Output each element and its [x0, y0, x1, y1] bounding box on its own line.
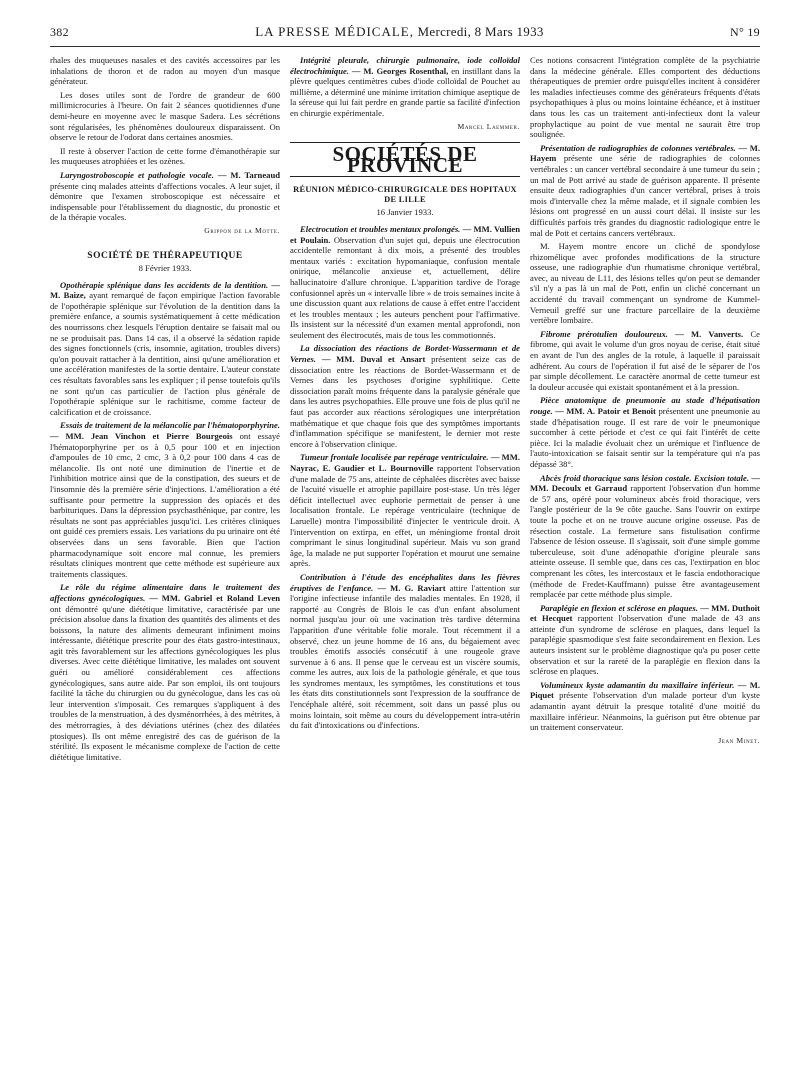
article-title: Volumineux kyste adamantin du maxillaire inférieur.	[540, 679, 735, 690]
article	[290, 452, 520, 569]
article-body: rapportent l'observation d'un homme de 57 ans, opéré pour volumineux abcès froid thoracique, vers l'angle postérieur de la 9e côte gauche. Sans l'ouvrir on extirpe toute la poche et on ne trouve aucune origine osseuse. Pas de résection costale. La fermeture sans fistulisation confirme l'absence de lésion osseuse. Il s'agissait, soit d'une simple gomme tuberculeuse, soit d'une adénopathie d'origine pleurale sans atteinte osseuse. Il semble que, dans ces cas, l'extirpation en bloc comprenant les côtes, les intercostaux et le fascia endothoracique (méthode de Fredet-Kauffmann) puisse être avantageusement remplacée par cette méthode plus simple.	[530, 483, 761, 600]
article	[290, 224, 520, 341]
article	[50, 582, 280, 762]
article-title: Paraplégie en flexion et sclérose en plaques.	[540, 602, 698, 613]
article	[290, 572, 520, 731]
issue-date: Mercredi, 8 Mars 1933	[417, 24, 544, 39]
article	[530, 603, 760, 677]
meeting-heading-line: RÉUNION MÉDICO-CHIRURGICALE DES HOPITAUX	[293, 185, 517, 195]
article-body: rapportent l'observation d'une malade de 75 ans, atteinte de céphalées discrètes avec baisse de l'acuité visuelle et atrophie papillaire post-stase. Un très léger déficit intellectuel avec euphorie permettait de penser à une localisation frontale. Le repérage ventriculaire (technique de Laruelle) montra l'impossibilité d'injecter le ventricule droit. A l'intervention on extirpa, en effet, un méningiome frontal droit comprimant le sinus longitudinal supérieur. Mais vu son grand âge, la malade ne put supporter l'opération et mourut une semaine après.	[290, 463, 520, 569]
article-authors: — M. Vanverts.	[675, 328, 744, 339]
article	[530, 329, 760, 393]
signature: Jean Minet.	[718, 735, 760, 745]
article-title: Tumeur frontale localisée par repérage ventriculaire.	[300, 452, 489, 463]
meeting-heading	[290, 185, 520, 205]
article-authors: — MM. Duthoit et Hecquet	[530, 602, 760, 624]
article-body: Ce fibrome, qui avait le volume d'un gros noyau de cerise, était situé en avant de l'un des angles de la rotule, à laquelle il paraissait adhérent. Au cours de l'opération il fut aisé de le séparer de l'os par simple décollement. Le caractère anormal de cette tumeur est la douleur accusée qui existait spontanément et à la pression.	[530, 328, 760, 392]
article-body: ayant remarqué de façon empirique l'action favorable de l'opothérapie splénique sur l'évolution de la dentition dans la première enfance, a soumis systématiquement à cette médication des nourrissons chez lesquels l'éruption dentaire se faisait mal ou ne se produisait pas. Dans 14 cas, il a observé la sédation rapide des signes fonctionnels (cris, insomnie, agitation, troubles divers) qu'on pouvait rattacher à la dentition, ainsi qu'une amélioration et une accélération manifestes de la sortie dentaire. L'auteur constate ces résultats favorables sans les expliquer ; il pense toutefois qu'ils ne sont qu'un cas particulier de l'action plus générale de l'opothérapie splénique sur le rachitisme, comme facteur de calcification et de croissance.	[50, 290, 280, 417]
article-title: Contribution à l'étude des encéphalites dans les fièvres éruptives de l'enfance.	[290, 571, 520, 593]
article-body: en instillant dans la plèvre quelques centimètres cubes d'iode colloïdal de Pouchet au millième, a déterminé une minime irritation chimique aseptique de la séreuse qui lui fait perdre en grande partie sa facilité d'infection en chirurgie expérimentale.	[290, 65, 521, 118]
section-heading: SOCIÉTÉ DE THÉRAPEUTIQUE	[87, 250, 243, 261]
article-authors: — M. Baize,	[50, 279, 280, 301]
article-title: La dissociation des réactions de Bordet-Wassermann et de Vernes.	[290, 343, 520, 365]
issue-number: N° 19	[730, 25, 760, 39]
article-body: ont démontré qu'une diététique limitative, caractérisée par une précision absolue dans la fixation des quantités des aliments et des boissons, la nature des aliments demeurant infiniment moins intéressante, diététique prescrite pour des états gastro-intestinaux, agit très favorablement sur les affections gynécologiques les plus diverses. Avec cette diététique limitative, les malades ont souvent guéri ou amélioré considérablement ces affections gynécologiques, sans autre aide. Par son emploi, ils ont toujours facilité la tâche du chirurgien ou du gynécologue, dans les cas où leur intervention s'imposait. Ces remarques s'appliquent à des troubles de la menstruation, à des dysménorrhées, à des métrites, à des métrorragies, à des déviations utérines (chez des dilatées ptosiques). Ils ont même enregistré des cas de guérison de la stérilité. Ils exposent le mécanisme complexe de l'action de cette diététique limitative.	[50, 603, 280, 762]
article-title: Intégrité pleurale, chirurgie pulmonaire, iode colloïdal électrochimique.	[290, 55, 520, 76]
article	[290, 55, 520, 119]
article-title: Essais de traitement de la mélancolie par l'hématoporphyrine.	[60, 420, 280, 431]
article-title: Electrocution et troubles mentaux prolongés.	[300, 223, 461, 234]
article-title: Le rôle du régime alimentaire dans le traitement des affections gynécologiques.	[50, 582, 280, 603]
article-body: présentent une pneumonie au stade d'hépatisation rouge. Il est rare de voir le pneumonique succomber à cette période et c'est ce qui fait l'intérêt de cette pièce. Ici la maladie évoluait chez un urémique et l'influence de l'auto-intoxication se faisait sentir sur la température qui n'a pas dépassé 38°.	[530, 406, 760, 469]
journal-title: LA PRESSE MÉDICALE,	[255, 24, 414, 39]
article-body: présente l'observation d'un malade porteur d'un kyste adamantin ayant détruit la presque totalité d'une moitié du maxillaire inférieur. Néanmoins, la guérison put être obtenue par un traitement conservateur.	[530, 690, 760, 733]
paragraph: Les doses utiles sont de l'ordre de grandeur de 600 millimicrocuries à l'heure. On fait 2 séances quotidiennes d'une demi-heure en moyenne avec le masque Sadera. Les sécrétions sont régularisées, les phénomènes douloureux disparaissent. On observe le retour de l'odorat dans certaines anosmies.	[50, 89, 280, 143]
article-authors: — M. Tarneaud	[217, 169, 280, 180]
article-authors: — M. G. Raviart	[377, 582, 446, 593]
article-authors: — MM. Vullien et Poulain.	[290, 223, 521, 245]
article-body: attire l'attention sur l'origine infectieuse infantile des maladies mentales. En 1928, il rapporté au Congrès de Blois le cas d'un enfant absolument normal jusqu'au jour où une vacination très tardive détermina l'apparition d'une véritable folie morale. Tout récemment il a observé, chez un jeune homme de 16 ans, du bégaiement avec troubles émotifs associés consécutif à une rougeole grave survenue à 6 ans. Il pense que le cerveau est un viscère soumis, comme les autres, aux lois de la pathologie générale, et que tous les syndromes mentaux, les symptômes, les constitutions et tous les états dits constitutionnels sont l'expression de la souffrance de l'encéphale altéré, soit récemment, soit dans un passé plus ou moins lointain, soit même au cours du développement intra-utérin du fait d'intoxications ou d'infections.	[290, 582, 520, 731]
article-authors: — M. Piquet	[530, 679, 760, 701]
paragraph: rhales des muqueuses nasales et des cavités accessoires par les inhalations de thoron et de radon au moyen d'un masque générateur.	[50, 55, 280, 87]
article-authors: — MM. Jean Vinchon et Pierre Bourgeois	[50, 431, 233, 441]
column-1	[50, 55, 280, 765]
paragraph: Il reste à observer l'action de cette forme d'émanothérapie sur les muqueuses atrophiées et les ozènes.	[50, 145, 280, 167]
article-body: Observation d'un sujet qui, depuis une électrocution accidentelle remontant à dix mois, a présenté des troubles mentaux variés : excitation hypomaniaque, confusion mentale onirique, mélancolie anxieuse et, actuellement, délire hallucinatoire d'allure chronique. L'apparition tardive de l'orage confusionnel après un « intervalle libre » de trois semaines incite à une discussion quant aux relations de cause à effet entre l'accident et les troubles mentaux ; les auteurs penchent pour l'affirmative. Ils insistent sur la nécessité d'un examen mental approfondi, non seulement des électrocutés, mais de tous les commotionnés.	[290, 234, 520, 340]
article-title: Opothérapie splénique dans les accidents de la dentition.	[60, 279, 269, 290]
article-authors: — MM. Decoulx et Garraud	[530, 472, 760, 494]
article-authors: — MM. A. Patoir et Benoit	[555, 406, 656, 416]
article-body: ont essayé l'hématoporphyrine per os à 0,5 pour 100 et en injection d'ampoules de 10 cmc, 2 cmc, 3 à 0,2 pour 100 dans 4 cas de mélancolie. Ils ont noté une diminution de l'inertie et de l'inhibition motrice ainsi que de la constipation, des sueurs et de l'insomnie dès la première série d'injections. L'amélioration a été suffisante pour permettre la suppression des opiacés et des barbituriques. Dans la dépression psychasthénique, par contre, les résultats ne sont pas appréciables jusqu'ici. Les critères cliniques ont guidé ces premiers essais. Les variations du pu urinaire ont été observées dans un sens favorable. Bien que l'action pharmacodynamique soit encore mal connue, les premiers résultats cliniques montrent que cette méthode est supérieure aux traitements classiques.	[50, 431, 280, 579]
article	[530, 143, 760, 238]
meeting-date: 16 Janvier 1933.	[376, 207, 434, 218]
article-authors: — MM. Gabriel et Roland Leven	[149, 592, 280, 603]
article-title: Fibrome prérotulien douloureux.	[540, 328, 668, 339]
article-body: présentent seize cas de dissociation entre les réactions de Bordet-Wassermann et de Vernes dans les psychoses d'origine syphilitique. Cette dissociation paraît moins fréquente dans la paralysie générale que dans les autres psychopathies. Elle prouve une fois de plus qu'il ne faut pas accorder aux réactions sérologiques une interprétation mathématique et que chaque fois que des symptômes importants d'inflammation spécifique se manifestent, le dernier mot reste encore à l'observation clinique.	[290, 354, 521, 449]
article-title: Pièce anatomique de pneumonie au stade d'hépatisation rouge.	[530, 395, 760, 416]
article	[50, 170, 280, 223]
journal-masthead	[255, 24, 543, 40]
article-title: Laryngostroboscopie et pathologie vocale.	[60, 169, 214, 180]
section-banner: SOCIÉTÉS DE PROVINCE	[290, 142, 520, 177]
column-2	[290, 55, 520, 765]
article-authors: — MM. Duval et Ansart	[321, 354, 426, 365]
signature: Grippon de la Motte.	[204, 225, 280, 235]
signature: Marcel Laemmer.	[457, 121, 520, 131]
article-title: Abcès froid thoracique sans lésion costale. Excision totale.	[540, 472, 750, 483]
columns	[50, 55, 760, 765]
article-authors: — MM. Nayrac, E. Gaudier et L. Bournoville	[290, 452, 520, 473]
paragraph: M. Hayem montre encore un cliché de spondylose rhizomélique avec profondes modifications de la structure osseuse, une radiographie d'un rhumatisme chronique vertébral, avec, au niveau de L11, des lésions telles qu'on peut se demander s'il n'y a pas là un mal de Pott, enfin un cliché concernant un accidenté du travail commençant un syndrome de Kummel-Verneuil greffé sur une fracture parcellaire de la deuxième vertèbre lombaire.	[530, 241, 760, 326]
article	[290, 343, 520, 449]
article	[530, 395, 760, 469]
meeting-heading-line: DE LILLE	[384, 195, 426, 205]
article-body: rapportent l'observation d'une malade de 43 ans atteinte d'un syndrome de sclérose en plaques, dans lequel la paraplégie spasmodique s'est faite secondairement en flexion. Les auteurs insistent sur le problème diagnostique qu'a pu poser cette observation et sur la rareté de la paraplégie en flexion dans la sclérose en plaques.	[530, 613, 760, 677]
article-body: présente cinq malades atteints d'affections vocales. A leur sujet, il démontre que l'examen stroboscopique est nécessaire et indispensable pour l'établissement du diagnostic, du pronostic et de la thérapie vocales.	[50, 180, 280, 223]
article-title: Présentation de radiographies de colonnes vertébrales.	[540, 142, 736, 153]
section-date: 8 Février 1933.	[138, 263, 192, 274]
article	[530, 473, 760, 600]
page-number: 382	[50, 25, 69, 39]
article-authors: — M. Georges Rosenthal,	[351, 65, 449, 76]
article-body: présente une série de radiographies de colonnes vertébrales : un cancer vertébral secondaire à une tumeur du sein ; un mal de Pott arrivé au stade de guérison apparente. Il présente ensuite deux radiographies d'un cancer vertébral, prises à trois mois d'intervalle chez la même malade, et il signale combien les lésions ont progressé en un aussi court délai. Il insiste sur les difficultés parfois très grandes du diagnostic radiologique entre le mal de Pott et certains cancers vertébraux.	[530, 153, 760, 238]
article	[50, 280, 280, 418]
article	[50, 420, 280, 579]
paragraph: Ces notions consacrent l'intégration complète de la psychiatrie dans la médecine générale. Elles comportent des déductions thérapeutiques de premier ordre puisqu'elles incitent à considérer les maladies infectieuses comme des générateurs fréquents d'états psychopathiques à plus ou moins lointaine échéance, et à instituer dans tous les cas un traitement anti-infectieux dont la valeur prophylactique au point de vue mental ne saurait être trop soulignée.	[530, 55, 760, 140]
article	[530, 680, 760, 733]
article-authors: — M. Hayem	[530, 142, 760, 164]
page-header	[50, 24, 760, 47]
column-3	[530, 55, 760, 765]
